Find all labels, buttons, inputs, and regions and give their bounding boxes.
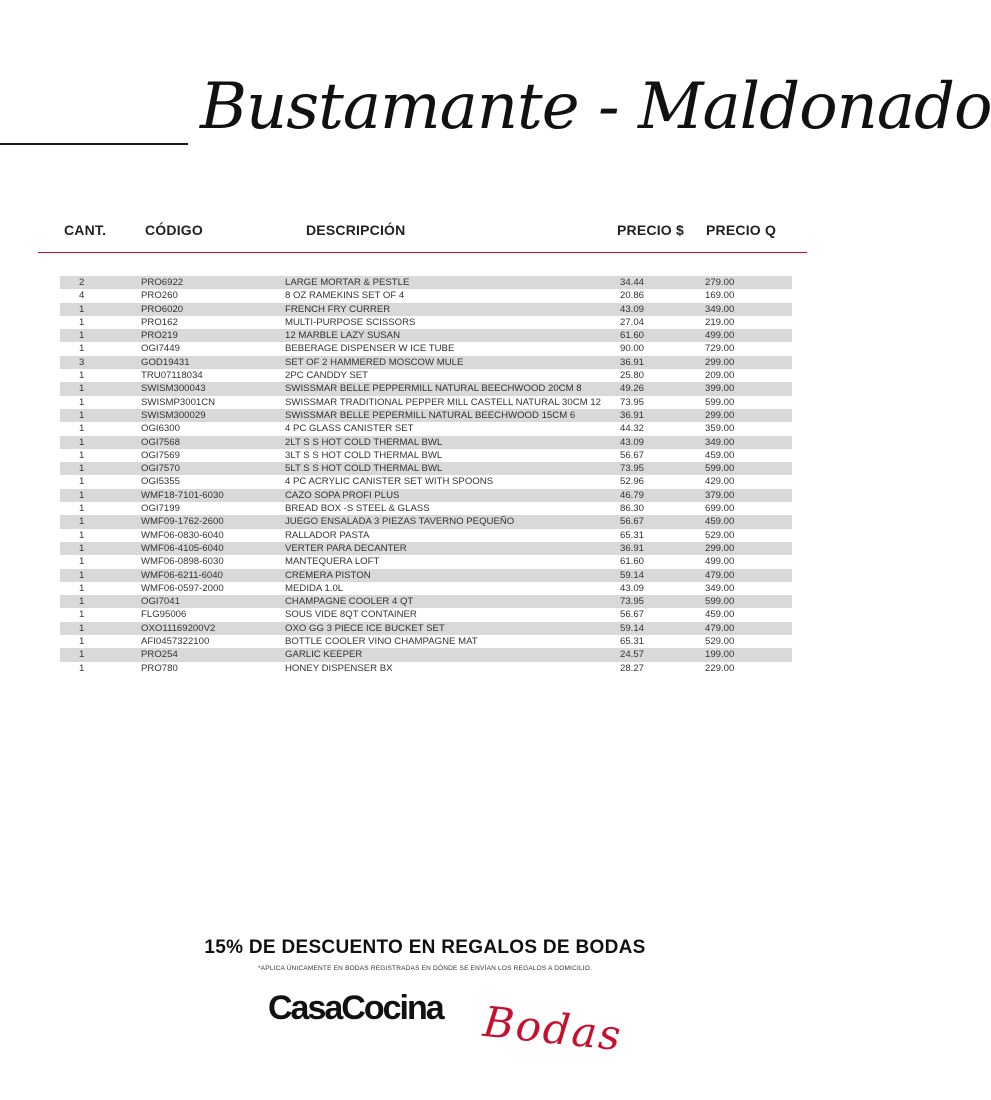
code-cell: OGI7199 bbox=[141, 503, 180, 515]
description-cell: 3LT S S HOT COLD THERMAL BWL bbox=[285, 449, 443, 461]
code-cell: PRO780 bbox=[141, 662, 178, 674]
code-cell: OGI7570 bbox=[141, 463, 180, 475]
code-cell: OGI7449 bbox=[141, 343, 180, 355]
qty-cell: 1 bbox=[79, 316, 85, 328]
table-row bbox=[60, 635, 792, 648]
code-cell: OXO11169200V2 bbox=[141, 622, 216, 634]
price-q-cell: 349.00 bbox=[705, 436, 735, 448]
column-header-qty: CANT. bbox=[64, 222, 107, 238]
price-usd-cell: 59.14 bbox=[620, 622, 645, 634]
price-q-cell: 429.00 bbox=[705, 476, 735, 488]
qty-cell: 1 bbox=[79, 649, 85, 661]
price-q-cell: 599.00 bbox=[705, 596, 735, 608]
description-cell: SWISSMAR BELLE PEPPERMILL NATURAL BEECHWOOD 20CM 8 bbox=[285, 383, 582, 395]
price-q-cell: 219.00 bbox=[705, 316, 735, 328]
code-cell: SWISM300029 bbox=[141, 409, 206, 421]
table-row bbox=[60, 409, 792, 422]
qty-cell: 1 bbox=[79, 330, 85, 342]
qty-cell: 1 bbox=[79, 582, 85, 594]
price-usd-cell: 43.09 bbox=[620, 303, 645, 315]
table-row bbox=[60, 462, 792, 475]
price-q-cell: 399.00 bbox=[705, 383, 735, 395]
price-usd-cell: 36.91 bbox=[620, 542, 645, 554]
price-usd-cell: 56.67 bbox=[620, 516, 645, 528]
qty-cell: 1 bbox=[79, 476, 85, 488]
price-usd-cell: 86.30 bbox=[620, 503, 645, 515]
qty-cell: 1 bbox=[79, 489, 85, 501]
description-cell: 5LT S S HOT COLD THERMAL BWL bbox=[285, 463, 443, 475]
table-row bbox=[60, 436, 792, 449]
qty-cell: 1 bbox=[79, 542, 85, 554]
table-row bbox=[60, 622, 792, 635]
price-q-cell: 499.00 bbox=[705, 556, 735, 568]
price-usd-cell: 44.32 bbox=[620, 423, 645, 435]
price-q-cell: 299.00 bbox=[705, 409, 735, 421]
qty-cell: 1 bbox=[79, 596, 85, 608]
description-cell: SWISSMAR BELLE PEPERMILL NATURAL BEECHWOOD 15CM 6 bbox=[285, 409, 576, 421]
code-cell: PRO254 bbox=[141, 649, 178, 661]
qty-cell: 1 bbox=[79, 516, 85, 528]
code-cell: FLG95006 bbox=[141, 609, 187, 621]
price-usd-cell: 73.95 bbox=[620, 596, 645, 608]
qty-cell: 1 bbox=[79, 463, 85, 475]
description-cell: SWISSMAR TRADITIONAL PEPPER MILL CASTELL NATURAL 30CM 12 bbox=[285, 396, 601, 408]
description-cell: BREAD BOX -S STEEL & GLASS bbox=[285, 503, 430, 515]
description-cell: FRENCH FRY CURRER bbox=[285, 303, 391, 315]
table-row bbox=[60, 489, 792, 502]
code-cell: WMF18-7101-6030 bbox=[141, 489, 224, 501]
price-usd-cell: 20.86 bbox=[620, 290, 645, 302]
price-q-cell: 349.00 bbox=[705, 582, 735, 594]
description-cell: MULTI-PURPOSE SCISSORS bbox=[285, 316, 416, 328]
description-cell: BEBERAGE DISPENSER W ICE TUBE bbox=[285, 343, 455, 355]
qty-cell: 2 bbox=[79, 277, 85, 288]
price-usd-cell: 27.04 bbox=[620, 316, 645, 328]
price-usd-cell: 36.91 bbox=[620, 409, 645, 421]
table-row bbox=[60, 502, 792, 515]
description-cell: CREMERA PISTON bbox=[285, 569, 371, 581]
logo-script: Bodas bbox=[480, 997, 625, 1061]
description-cell: OXO GG 3 PIECE ICE BUCKET SET bbox=[285, 622, 445, 634]
table-row bbox=[60, 662, 792, 675]
price-usd-cell: 59.14 bbox=[620, 569, 645, 581]
price-q-cell: 459.00 bbox=[705, 609, 735, 621]
logo-wordmark: CasaCocina bbox=[268, 989, 443, 1027]
qty-cell: 1 bbox=[79, 423, 85, 435]
column-header-description: DESCRIPCIÓN bbox=[306, 222, 406, 238]
table-row bbox=[60, 396, 792, 409]
column-header-code: CÓDIGO bbox=[145, 222, 203, 238]
code-cell: PRO260 bbox=[141, 290, 178, 302]
price-usd-cell: 56.67 bbox=[620, 449, 645, 461]
code-cell: SWISMP3001CN bbox=[141, 396, 216, 408]
price-q-cell: 699.00 bbox=[705, 503, 735, 515]
description-cell: 12 MARBLE LAZY SUSAN bbox=[285, 330, 400, 342]
table-row bbox=[60, 356, 792, 369]
page-title: Bustamante - Maldonado bbox=[200, 70, 991, 144]
qty-cell: 1 bbox=[79, 609, 85, 621]
code-cell: WMF06-0898-6030 bbox=[141, 556, 224, 568]
price-usd-cell: 65.31 bbox=[620, 529, 645, 541]
code-cell: OGI5355 bbox=[141, 476, 180, 488]
price-usd-cell: 73.95 bbox=[620, 396, 645, 408]
price-q-cell: 529.00 bbox=[705, 636, 735, 648]
description-cell: 2PC CANDDY SET bbox=[285, 370, 368, 382]
price-q-cell: 729.00 bbox=[705, 343, 735, 355]
price-q-cell: 169.00 bbox=[705, 290, 735, 302]
price-usd-cell: 25.80 bbox=[620, 370, 645, 382]
qty-cell: 1 bbox=[79, 556, 85, 568]
table-row bbox=[60, 515, 792, 528]
price-q-cell: 529.00 bbox=[705, 529, 735, 541]
code-cell: SWISM300043 bbox=[141, 383, 206, 395]
table-row bbox=[60, 608, 792, 621]
qty-cell: 1 bbox=[79, 370, 85, 382]
price-usd-cell: 28.27 bbox=[620, 662, 645, 674]
table-row bbox=[60, 342, 792, 355]
column-header-price-usd: PRECIO $ bbox=[617, 222, 684, 238]
header-divider bbox=[38, 252, 807, 253]
description-cell: LARGE MORTAR & PESTLE bbox=[285, 277, 410, 288]
code-cell: TRU07118034 bbox=[141, 370, 203, 382]
price-q-cell: 349.00 bbox=[705, 303, 735, 315]
price-q-cell: 599.00 bbox=[705, 396, 735, 408]
qty-cell: 1 bbox=[79, 449, 85, 461]
price-usd-cell: 52.96 bbox=[620, 476, 645, 488]
price-q-cell: 229.00 bbox=[705, 662, 735, 674]
description-cell: SOUS VIDE 8QT CONTAINER bbox=[285, 609, 417, 621]
description-cell: VERTER PARA DECANTER bbox=[285, 542, 407, 554]
table-row bbox=[60, 316, 792, 329]
qty-cell: 1 bbox=[79, 662, 85, 674]
code-cell: PRO6020 bbox=[141, 303, 184, 315]
qty-cell: 1 bbox=[79, 383, 85, 395]
description-cell: 4 PC GLASS CANISTER SET bbox=[285, 423, 414, 435]
code-cell: OGI7568 bbox=[141, 436, 180, 448]
description-cell: CAZO SOPA PROFI PLUS bbox=[285, 489, 400, 501]
qty-cell: 1 bbox=[79, 303, 85, 315]
table-row bbox=[60, 449, 792, 462]
qty-cell: 1 bbox=[79, 343, 85, 355]
code-cell: GOD19431 bbox=[141, 356, 190, 368]
qty-cell: 1 bbox=[79, 622, 85, 634]
qty-cell: 1 bbox=[79, 409, 85, 421]
description-cell: RALLADOR PASTA bbox=[285, 529, 370, 541]
price-usd-cell: 46.79 bbox=[620, 489, 645, 501]
qty-cell: 1 bbox=[79, 396, 85, 408]
price-q-cell: 299.00 bbox=[705, 356, 735, 368]
price-usd-cell: 61.60 bbox=[620, 330, 645, 342]
promo-headline: 15% DE DESCUENTO EN REGALOS DE BODAS bbox=[204, 937, 646, 958]
qty-cell: 3 bbox=[79, 356, 85, 368]
table-row bbox=[60, 303, 792, 316]
table-row bbox=[60, 529, 792, 542]
description-cell: GARLIC KEEPER bbox=[285, 649, 363, 661]
qty-cell: 1 bbox=[79, 529, 85, 541]
code-cell: OGI6300 bbox=[141, 423, 180, 435]
price-usd-cell: 34.44 bbox=[620, 277, 645, 288]
code-cell: AFI0457322100 bbox=[141, 636, 210, 648]
price-usd-cell: 73.95 bbox=[620, 463, 645, 475]
table-row bbox=[60, 276, 792, 289]
description-cell: MEDIDA 1.0L bbox=[285, 582, 344, 594]
promo-note: *APLICA ÚNICAMENTE EN BODAS REGISTRADAS EN DÓNDE SE ENVÍAN LOS REGALOS A DOMICILIO. bbox=[257, 965, 593, 972]
column-header-price-q: PRECIO Q bbox=[706, 222, 777, 238]
table-row bbox=[60, 582, 792, 595]
code-cell: OGI7569 bbox=[141, 449, 180, 461]
table-row bbox=[60, 369, 792, 382]
table-row bbox=[60, 329, 792, 342]
price-usd-cell: 65.31 bbox=[620, 636, 645, 648]
table-row bbox=[60, 569, 792, 582]
price-q-cell: 279.00 bbox=[705, 277, 735, 288]
table-row bbox=[60, 542, 792, 555]
price-usd-cell: 61.60 bbox=[620, 556, 645, 568]
price-q-cell: 499.00 bbox=[705, 330, 735, 342]
table-row bbox=[60, 595, 792, 608]
code-cell: WMF06-6211-6040 bbox=[141, 569, 223, 581]
table-row bbox=[60, 289, 792, 302]
code-cell: PRO162 bbox=[141, 316, 178, 328]
qty-cell: 1 bbox=[79, 636, 85, 648]
description-cell: 2LT S S HOT COLD THERMAL BWL bbox=[285, 436, 443, 448]
price-q-cell: 459.00 bbox=[705, 516, 735, 528]
code-cell: PRO219 bbox=[141, 330, 178, 342]
qty-cell: 1 bbox=[79, 569, 85, 581]
code-cell: PRO6922 bbox=[141, 277, 184, 288]
price-q-cell: 359.00 bbox=[705, 423, 735, 435]
description-cell: 8 OZ RAMEKINS SET OF 4 bbox=[285, 290, 405, 302]
table-row bbox=[60, 648, 792, 661]
price-usd-cell: 43.09 bbox=[620, 436, 645, 448]
price-q-cell: 479.00 bbox=[705, 622, 735, 634]
price-q-cell: 459.00 bbox=[705, 449, 735, 461]
price-q-cell: 379.00 bbox=[705, 489, 735, 501]
price-usd-cell: 90.00 bbox=[620, 343, 645, 355]
table-row bbox=[60, 555, 792, 568]
qty-cell: 1 bbox=[79, 436, 85, 448]
qty-cell: 4 bbox=[79, 290, 85, 302]
code-cell: WMF06-0830-6040 bbox=[141, 529, 224, 541]
price-q-cell: 599.00 bbox=[705, 463, 735, 475]
price-q-cell: 299.00 bbox=[705, 542, 735, 554]
description-cell: SET OF 2 HAMMERED MOSCOW MULE bbox=[285, 356, 464, 368]
description-cell: BOTTLE COOLER VINO CHAMPAGNE MAT bbox=[285, 636, 478, 648]
description-cell: 4 PC ACRYLIC CANISTER SET WITH SPOONS bbox=[285, 476, 494, 488]
description-cell: HONEY DISPENSER BX bbox=[285, 662, 393, 674]
table-row bbox=[60, 382, 792, 395]
price-q-cell: 479.00 bbox=[705, 569, 735, 581]
table-row bbox=[60, 422, 792, 435]
code-cell: WMF09-1762-2600 bbox=[141, 516, 224, 528]
description-cell: CHAMPAGNE COOLER 4 QT bbox=[285, 596, 414, 608]
price-usd-cell: 36.91 bbox=[620, 356, 645, 368]
price-q-cell: 199.00 bbox=[705, 649, 735, 661]
code-cell: OGI7041 bbox=[141, 596, 180, 608]
price-usd-cell: 43.09 bbox=[620, 582, 645, 594]
price-usd-cell: 24.57 bbox=[620, 649, 645, 661]
price-q-cell: 209.00 bbox=[705, 370, 735, 382]
title-rule bbox=[0, 143, 188, 145]
table-row bbox=[60, 475, 792, 488]
code-cell: WMF06-4105-6040 bbox=[141, 542, 224, 554]
price-usd-cell: 49.26 bbox=[620, 383, 645, 395]
description-cell: JUEGO ENSALADA 3 PIEZAS TAVERNO PEQUEÑO bbox=[285, 516, 515, 528]
description-cell: MANTEQUERA LOFT bbox=[285, 556, 380, 568]
items-table bbox=[60, 276, 792, 675]
price-usd-cell: 56.67 bbox=[620, 609, 645, 621]
code-cell: WMF06-0597-2000 bbox=[141, 582, 224, 594]
casacocina-bodas-logo bbox=[268, 985, 628, 1070]
qty-cell: 1 bbox=[79, 503, 85, 515]
